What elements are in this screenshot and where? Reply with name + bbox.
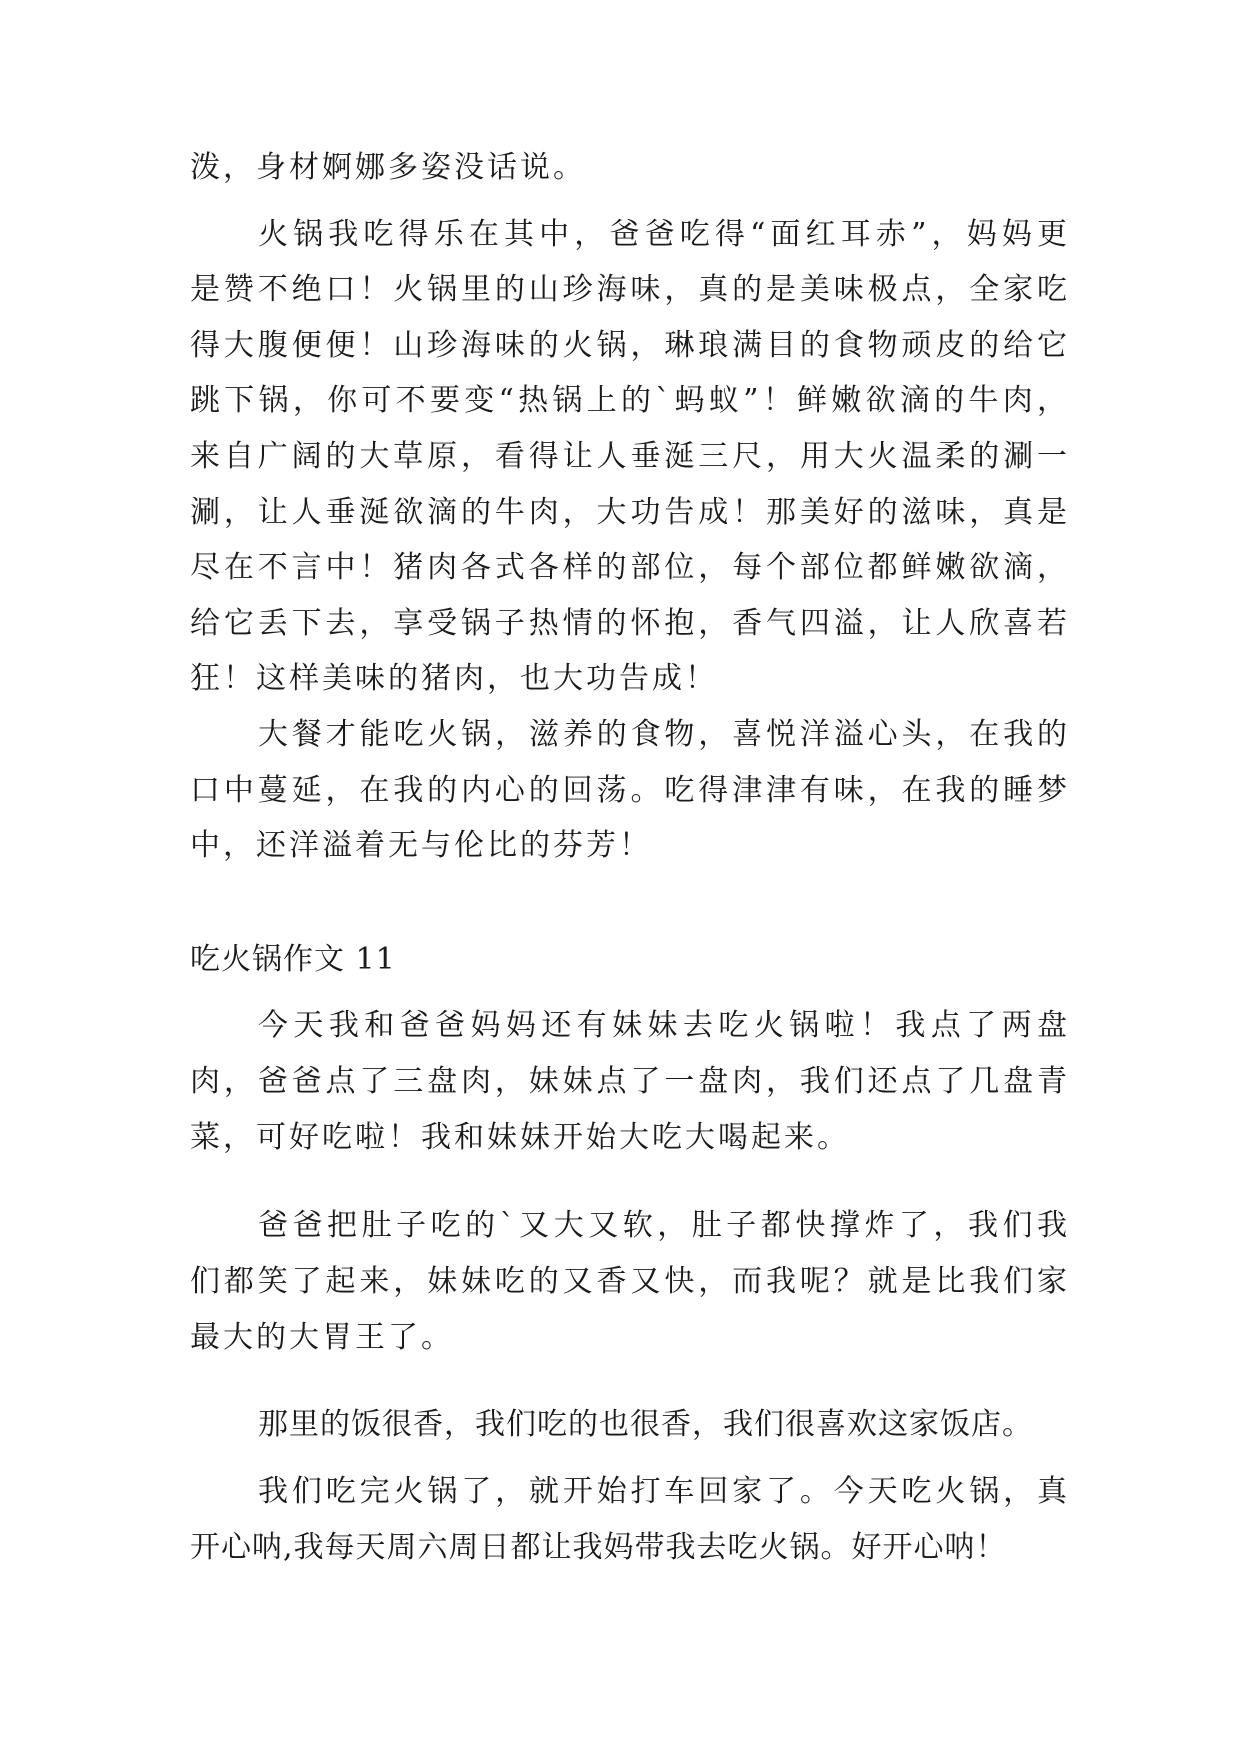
paragraph-line: 口中蔓延，在我的内心的回荡。吃得津津有味，在我的睡梦 (190, 773, 1070, 808)
paragraph-line: 大餐才能吃火锅，滋养的食物，喜悦洋溢心头，在我的 (258, 717, 1070, 752)
paragraph-line: 尽在不言中！猪肉各式各样的部位，每个部位都鲜嫩欲滴， (190, 550, 1070, 585)
paragraph-line: 那里的饭很香，我们吃的也很香，我们很喜欢这家饭店。 (258, 1407, 1033, 1442)
paragraph-line: 中，还洋溢着无与伦比的芬芳！ (190, 828, 652, 863)
paragraph-line: 开心呐,我每天周六周日都让我妈带我去吃火锅。好开心呐！ (190, 1530, 1007, 1565)
paragraph-line: 狂！这样美味的猪肉，也大功告成！ (190, 661, 718, 696)
paragraph-line: 是赞不绝口！火锅里的山珍海味，真的是美味极点，全家吃 (190, 272, 1070, 307)
paragraph-line: 涮，让人垂涎欲滴的牛肉，大功告成！那美好的滋味，真是 (190, 495, 1070, 530)
paragraph-line: 最大的大胃王了。 (190, 1320, 454, 1355)
section-title: 吃火锅作文 11 (190, 942, 396, 977)
paragraph-line: 跳下锅，你可不要变“热锅上的`蚂蚁”！鲜嫩欲滴的牛肉， (190, 383, 1070, 418)
paragraph-line: 爸爸把肚子吃的`又大又软，肚子都快撑炸了，我们我 (258, 1208, 1070, 1243)
paragraph-line: 给它丢下去，享受锅子热情的怀抱，香气四溢，让人欣喜若 (190, 606, 1070, 641)
paragraph-line: 今天我和爸爸妈妈还有妹妹去吃火锅啦！我点了两盘 (258, 1008, 1070, 1043)
paragraph-line: 泼，身材婀娜多姿没话说。 (190, 150, 586, 185)
paragraph-line: 们都笑了起来，妹妹吃的又香又快，而我呢？就是比我们家 (190, 1264, 1070, 1299)
paragraph-line: 菜，可好吃啦！我和妹妹开始大吃大喝起来。 (190, 1120, 850, 1155)
paragraph-line: 来自广阔的大草原，看得让人垂涎三尺，用大火温柔的涮一 (190, 439, 1070, 474)
paragraph-line: 火锅我吃得乐在其中，爸爸吃得“面红耳赤”，妈妈更 (258, 217, 1070, 252)
paragraph-line: 肉，爸爸点了三盘肉，妹妹点了一盘肉，我们还点了几盘青 (190, 1064, 1070, 1099)
paragraph-line: 我们吃完火锅了，就开始打车回家了。今天吃火锅，真 (258, 1474, 1070, 1509)
paragraph-line: 得大腹便便！山珍海味的火锅，琳琅满目的食物顽皮的给它 (190, 328, 1070, 363)
